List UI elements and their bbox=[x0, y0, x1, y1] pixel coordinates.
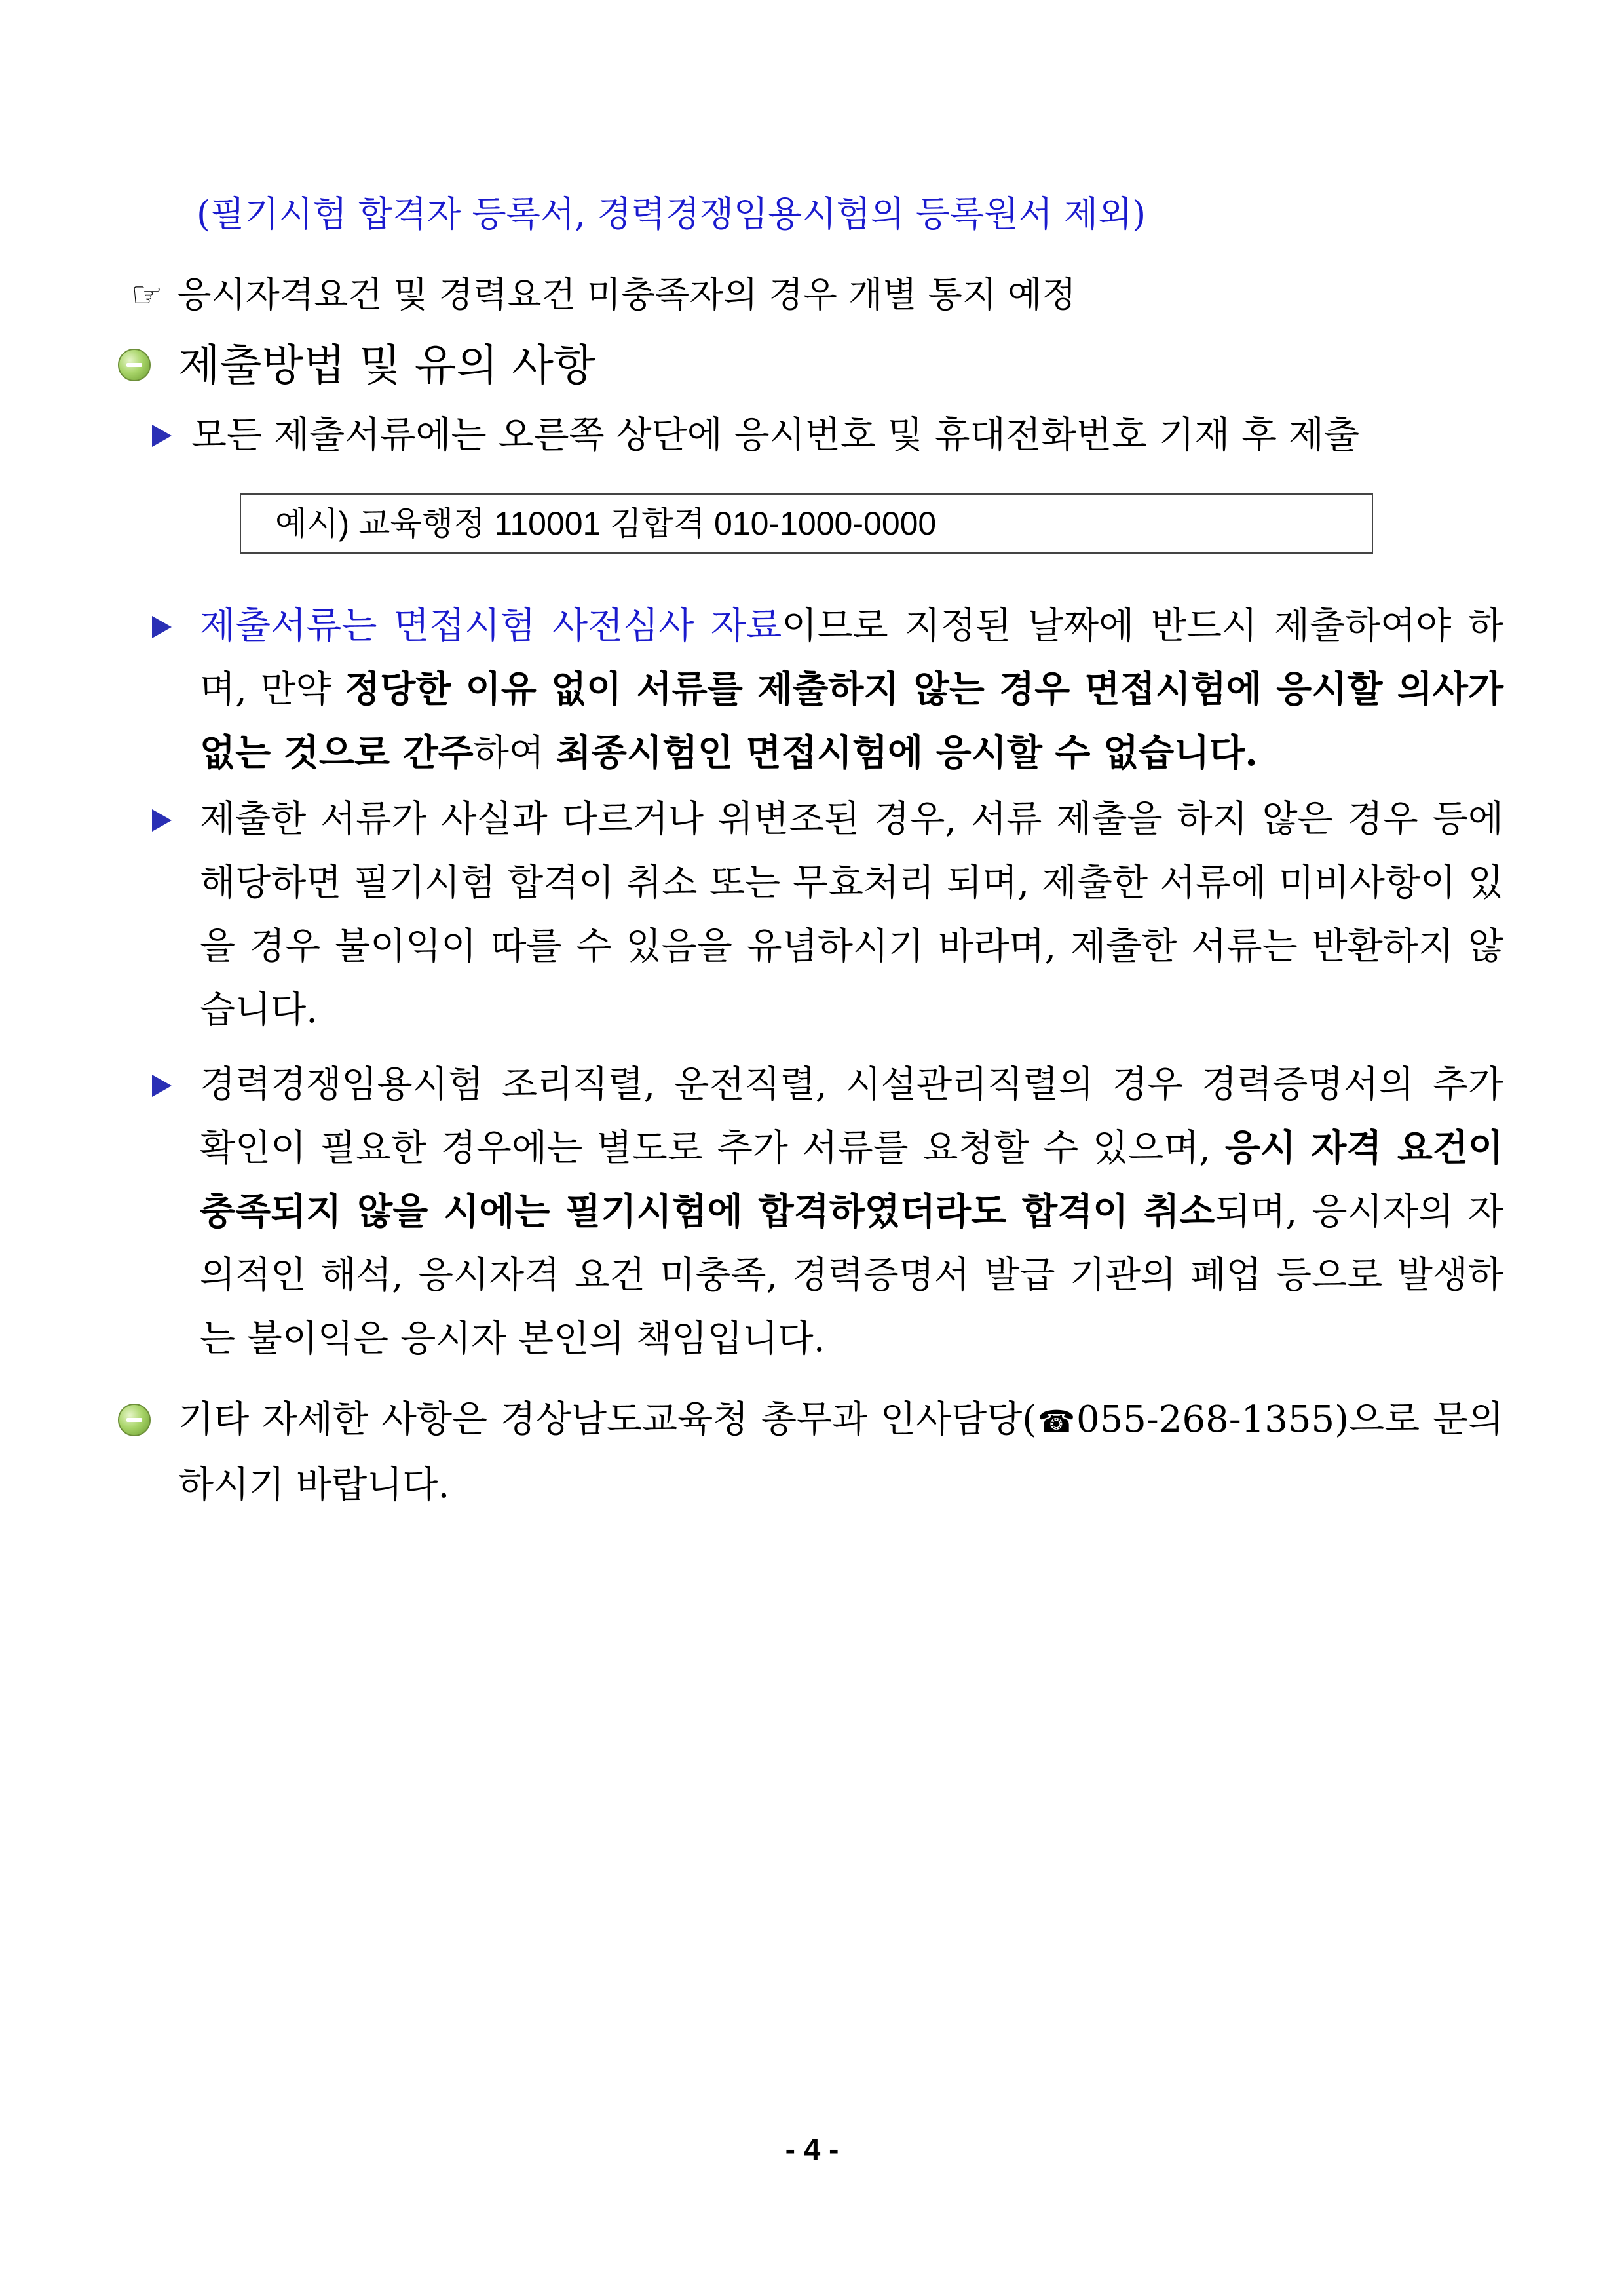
notice-line bbox=[131, 274, 1076, 316]
triangle-bullet-icon bbox=[152, 809, 172, 832]
item2-blue-text: 제출서류는 면접시험 사전심사 자료 bbox=[200, 605, 782, 647]
contact-text-a: 기타 자세한 사항은 경상남도교육청 총무과 인사담당( bbox=[178, 1398, 1037, 1441]
instruction-item-2 bbox=[200, 594, 1503, 785]
triangle-bullet-icon bbox=[152, 616, 172, 638]
example-box: 예시) 교육행정 110001 김합격 010-1000-0000 bbox=[240, 493, 1373, 554]
contact-paragraph bbox=[178, 1388, 1503, 1517]
green-circle-bullet-icon bbox=[118, 1404, 151, 1436]
item2-bold-a: 정당한 이유 없이 서류를 제출하지 않는 경우 면접시험에 응시할 의사가 없는 것으로 간주 bbox=[200, 668, 1503, 775]
item2-text-a: 이므로 지정된 날짜에 반드시 제출하여야 하며, 만약 bbox=[200, 605, 1504, 711]
green-circle-bullet-icon bbox=[118, 349, 151, 381]
item4-text-b: 되며, 응시자의 자의적인 해석, 응시자격 요건 미충족, 경력증명서 발급 기관의 폐업 등으로 발생하는 불이익은 응시자 본인의 책임입니다. bbox=[200, 1191, 1503, 1360]
notice-text: 응시자격요건 및 경력요건 미충족자의 경우 개별 통지 예정 bbox=[177, 274, 1076, 315]
exclusion-note: (필기시험 합격자 등록서, 경력경쟁임용시험의 등록원서 제외) bbox=[197, 193, 1146, 235]
item2-bold-b: 최종시험인 면접시험에 응시할 수 없습니다. bbox=[556, 731, 1258, 775]
instruction-item-1: 모든 제출서류에는 오른쪽 상단에 응시번호 및 휴대전화번호 기재 후 제출 bbox=[191, 414, 1360, 457]
section-heading: 제출방법 및 유의 사항 bbox=[178, 340, 595, 391]
phone-icon: ☎ bbox=[1036, 1404, 1076, 1439]
triangle-bullet-icon bbox=[152, 1075, 172, 1097]
pointing-hand-icon: ☞ bbox=[131, 274, 163, 315]
instruction-item-3: 제출한 서류가 사실과 다르거나 위변조된 경우, 서류 제출을 하지 않은 경우 등에 해당하면 필기시험 합격이 취소 또는 무효처리 되며, 제출한 서류에 미비사항이 있을 경우 불이익이 따를 수 있음을 유념하시기 바라며, 제출한 서류는 반환하지 않습니다. bbox=[200, 798, 1503, 1031]
triangle-bullet-icon bbox=[152, 425, 172, 447]
page-number: - 4 - bbox=[785, 2132, 839, 2166]
item4-bold-a: 응시 자격 요건이 충족되지 않을 시에는 필기시험에 합격하였더라도 합격이 취소 bbox=[200, 1126, 1503, 1233]
instruction-item-4 bbox=[200, 1053, 1503, 1371]
item4-text-a: 경력경쟁임용시험 조리직렬, 운전직렬, 시설관리직렬의 경우 경력증명서의 추가 확인이 필요한 경우에는 별도로 추가 서류를 요청할 수 있으며, bbox=[200, 1063, 1503, 1170]
contact-text-b: 055-268-1355)으로 문의하시기 바랍니다. bbox=[178, 1398, 1503, 1506]
item2-text-b: 하여 bbox=[473, 732, 556, 775]
